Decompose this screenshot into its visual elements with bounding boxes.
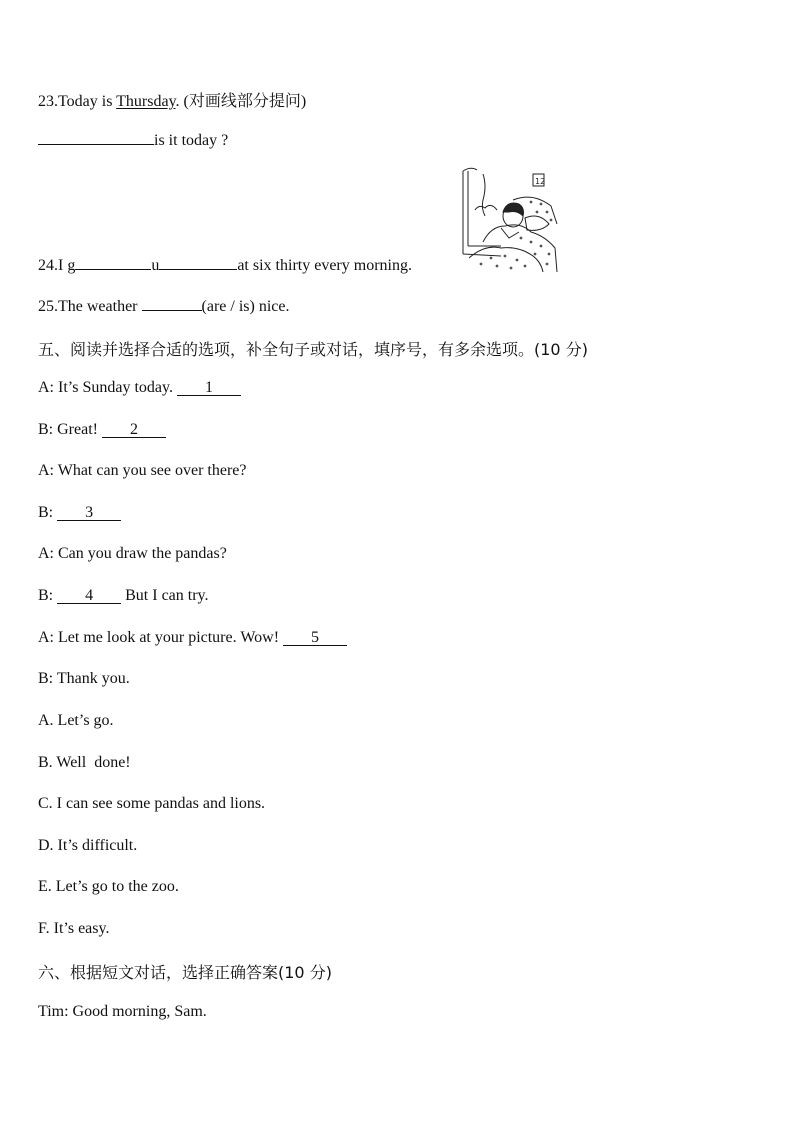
section-5-heading: 五、阅读并选择合适的选项，补全句子或对话，填序号，有多余选项。(10 分): [38, 340, 588, 359]
question-text-part: at six thirty every morning.: [237, 257, 412, 274]
speaker-label: A:: [38, 628, 58, 646]
dialogue-text: Thank you.: [56, 670, 130, 688]
question-number: 23.: [38, 93, 58, 110]
answer-blank[interactable]: [38, 130, 154, 145]
dialogue-text: It’s Sunday today.: [58, 379, 177, 396]
boy-getting-up-illustration: [461, 166, 559, 272]
numbered-answer-blank[interactable]: 3: [57, 506, 121, 521]
dialogue-line: [38, 587, 209, 605]
question-number: 25.: [38, 298, 58, 315]
dialogue-line: [38, 462, 247, 480]
option-item: E. Let’s go to the zoo.: [38, 878, 179, 896]
speaker-label: A:: [38, 462, 58, 480]
option-item: B. Well done!: [38, 753, 131, 771]
dialogue-text: Let me look at your picture. Wow!: [58, 628, 284, 646]
numbered-answer-blank[interactable]: 2: [102, 423, 166, 438]
dialogue-text: Great!: [57, 420, 102, 438]
speaker-label: B:: [38, 587, 58, 604]
dialogue-text: What can you see over there?: [57, 462, 247, 480]
answer-blank[interactable]: [159, 255, 237, 270]
question-text-part: u: [151, 257, 160, 274]
svg-text:12: 12: [535, 177, 546, 186]
numbered-answer-blank[interactable]: 4: [57, 589, 121, 604]
question-25: [38, 296, 289, 316]
speaker-label: A:: [38, 379, 58, 396]
question-text-part: I g: [58, 257, 76, 274]
question-text-pre: Today is: [58, 93, 117, 110]
answer-tail: is it today ?: [154, 132, 229, 149]
dialogue-line: Tim: Good morning, Sam.: [38, 1003, 207, 1020]
speaker-label: B:: [38, 420, 58, 438]
question-24: [38, 255, 412, 275]
dialogue-text: Can you draw the pandas?: [58, 545, 227, 563]
option-item: C. I can see some pandas and lions.: [38, 795, 266, 813]
option-item: A. Let’s go.: [38, 712, 114, 729]
dialogue-line: [38, 629, 347, 647]
question-23: [38, 88, 306, 111]
question-23-answer-line: [38, 130, 228, 150]
dialogue-line: [38, 670, 130, 688]
answer-blank[interactable]: [75, 255, 151, 270]
answer-blank[interactable]: [142, 296, 202, 311]
dialogue-line: [38, 545, 227, 563]
dialogue-text: But I can try.: [121, 587, 209, 604]
dialogue-line: [38, 379, 241, 397]
underlined-word: Thursday: [116, 93, 176, 110]
question-number: 24.: [38, 257, 58, 274]
numbered-answer-blank[interactable]: 1: [177, 381, 241, 396]
section-6-heading: 六、根据短文对话，选择正确答案(10 分): [38, 963, 332, 982]
numbered-answer-blank[interactable]: 5: [283, 631, 347, 646]
dialogue-line: [38, 504, 121, 522]
speaker-label: B:: [38, 670, 57, 688]
question-instruction: . (对画线部分提问): [175, 93, 307, 110]
option-item: F. It’s easy.: [38, 920, 110, 937]
question-text-post: (are / is) nice.: [201, 298, 290, 315]
speaker-label: B:: [38, 503, 58, 521]
option-item: D. It’s difficult.: [38, 836, 138, 854]
question-text-pre: The weather: [58, 298, 142, 315]
dialogue-line: [38, 421, 166, 439]
speaker-label: A:: [38, 545, 58, 563]
